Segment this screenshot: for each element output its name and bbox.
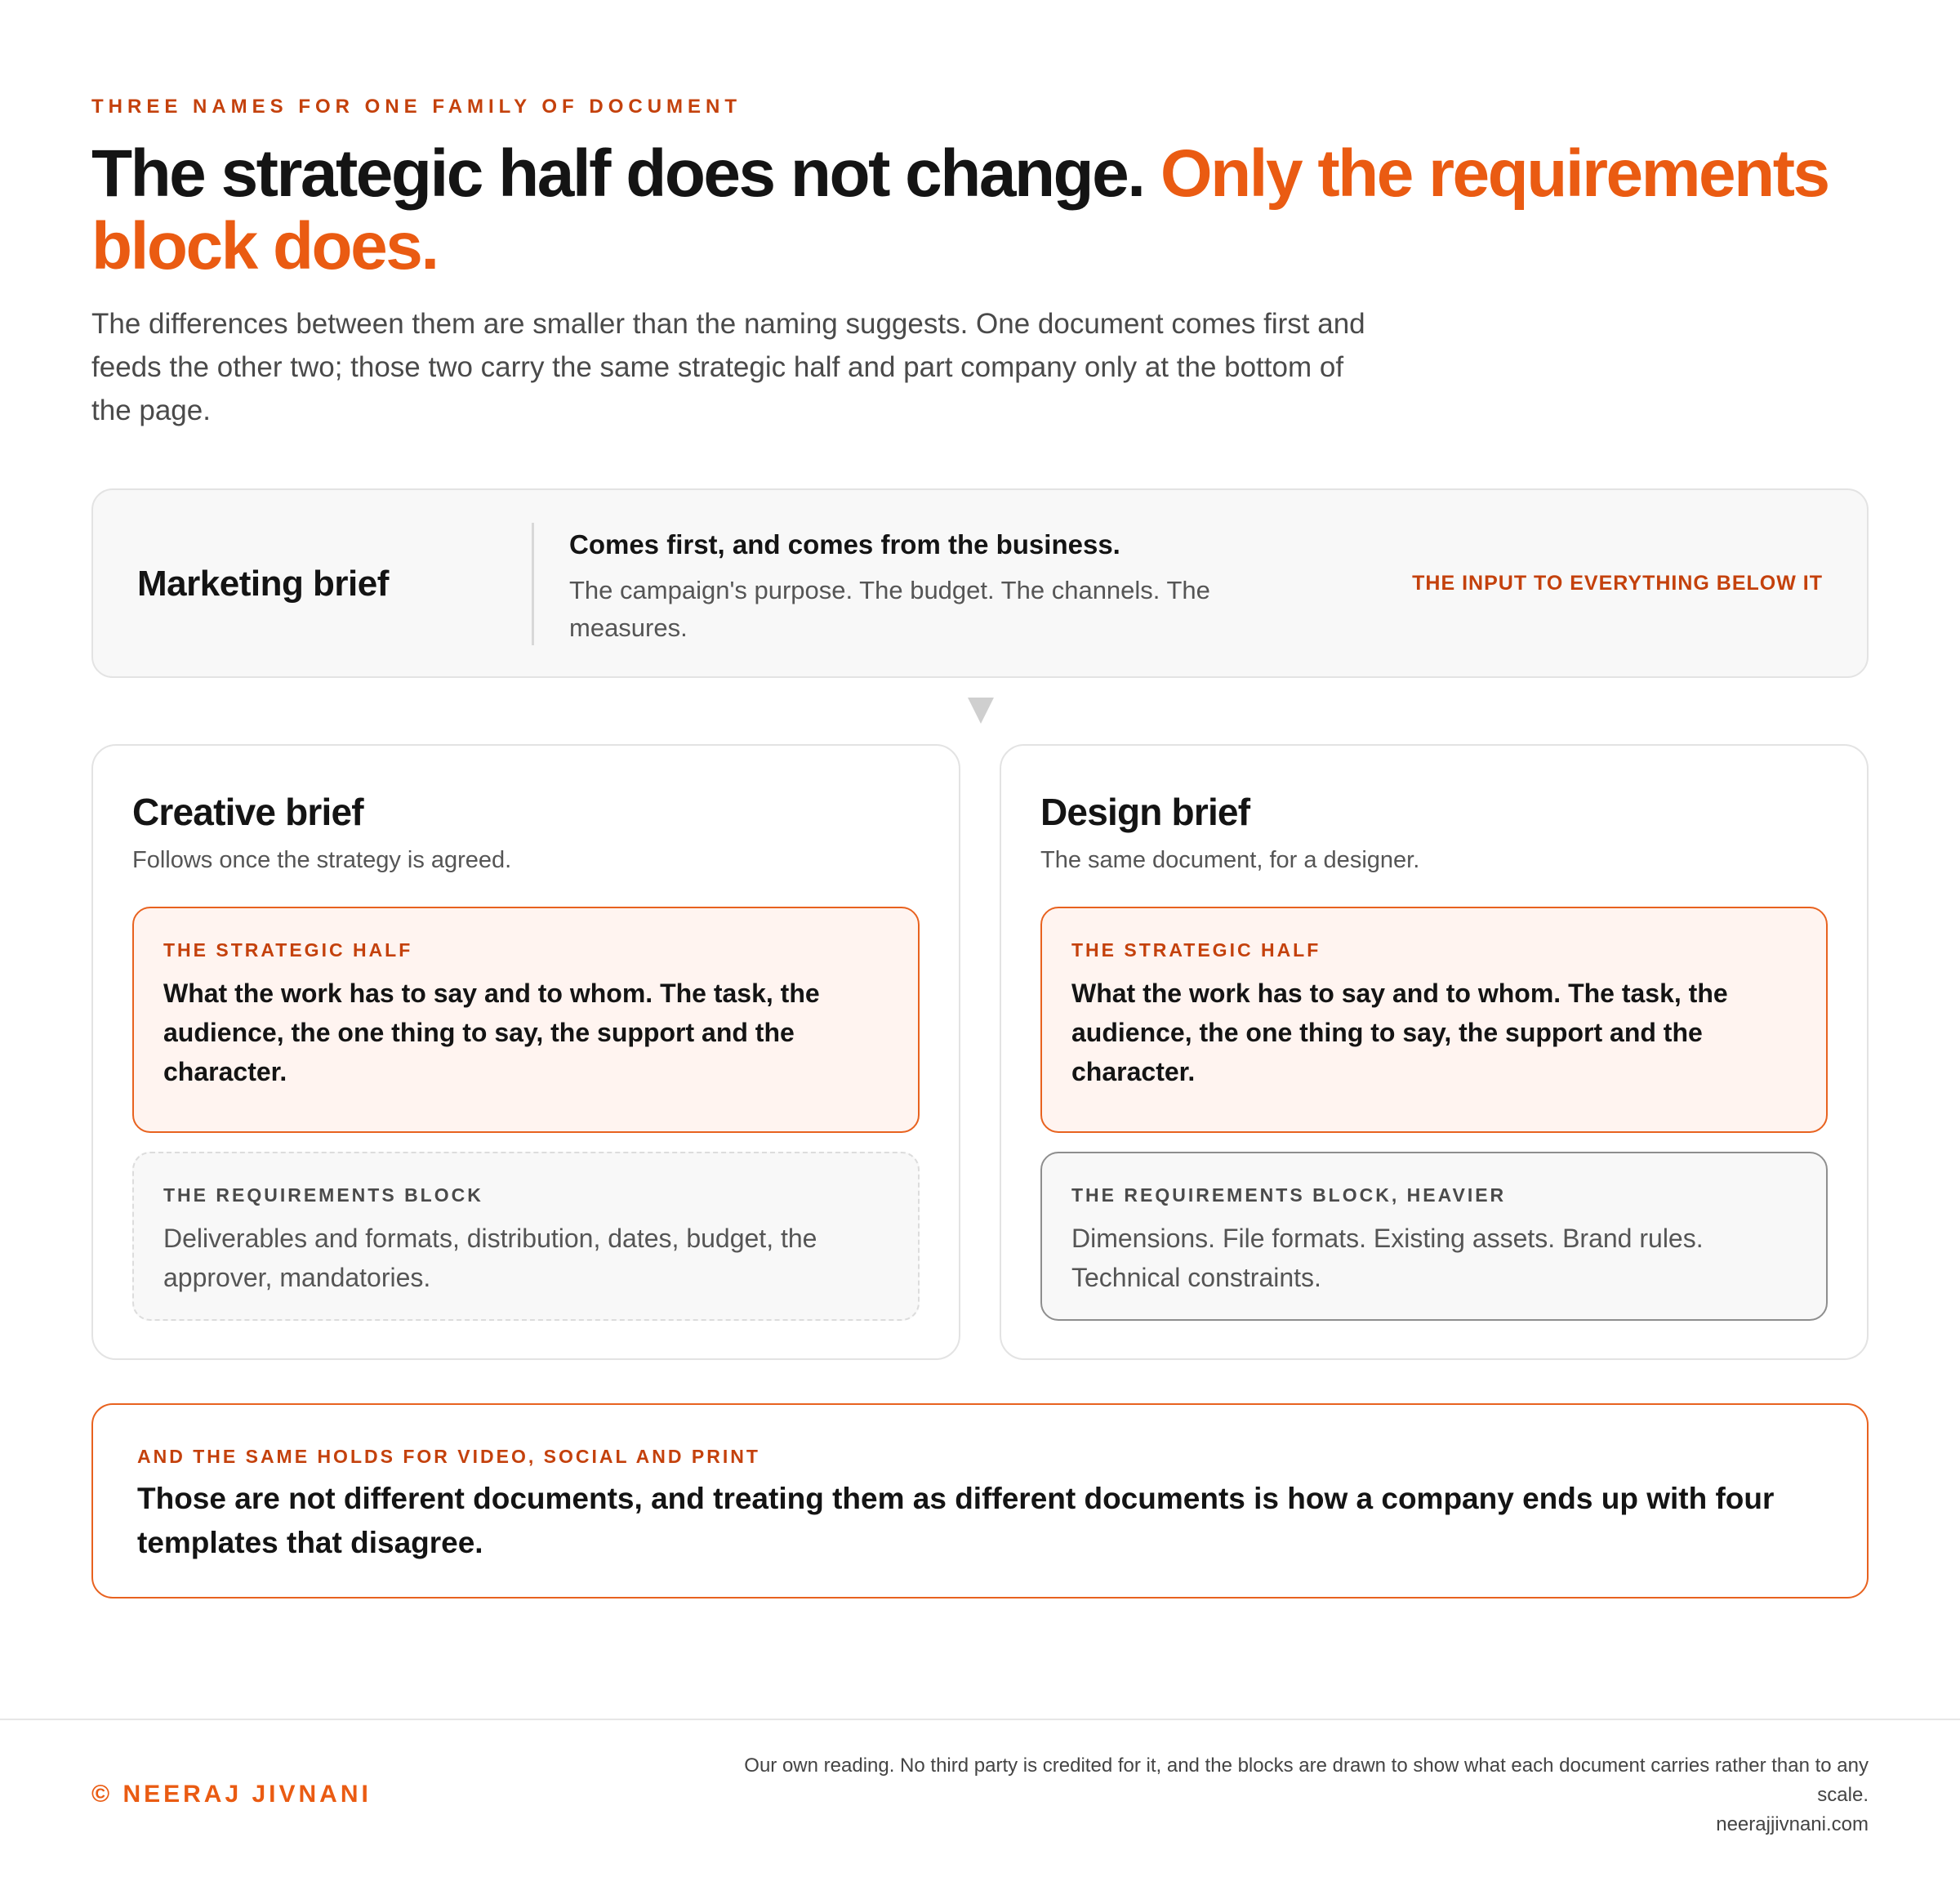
- headline-main: The strategic half does not change.: [91, 136, 1160, 211]
- creative-strategic-label: THE STRATEGIC HALF: [163, 939, 413, 961]
- headline-accent: Only the requirements block does.: [91, 136, 1829, 283]
- down-triangle-icon: [968, 698, 994, 724]
- design-strategic-half-block: [1040, 907, 1828, 1133]
- creative-brief-subtitle: Follows once the strategy is agreed.: [132, 847, 512, 873]
- marketing-brief-panel: [91, 488, 1869, 678]
- creative-requirements-body: Deliverables and formats, distribution, dates, budget, the approver, mandatories.: [163, 1224, 817, 1292]
- eyebrow: THREE NAMES FOR ONE FAMILY OF DOCUMENT: [91, 96, 742, 118]
- design-strategic-label: THE STRATEGIC HALF: [1071, 939, 1321, 961]
- design-requirements-block: [1040, 1152, 1828, 1321]
- design-brief-subtitle: The same document, for a designer.: [1040, 847, 1420, 873]
- marketing-brief-title: Marketing brief: [137, 564, 389, 604]
- marketing-brief-lead: Comes first, and comes from the business.: [569, 529, 1120, 560]
- footer-site-link[interactable]: neerajjivnani.com: [1716, 1813, 1869, 1835]
- marketing-brief-body: The campaign's purpose. The budget. The channels. The measures.: [569, 576, 1210, 642]
- footer-note-block: [725, 1751, 1869, 1839]
- creative-strategic-half-block: [132, 907, 920, 1133]
- creative-requirements-label: THE REQUIREMENTS BLOCK: [163, 1184, 483, 1206]
- marketing-brief-divider: [532, 523, 534, 645]
- callout-body: Those are not different documents, and treating them as different documents is how a company ends up with four templates that disagree.: [137, 1482, 1775, 1559]
- footer-divider: [0, 1719, 1960, 1720]
- design-brief-card: [1000, 744, 1869, 1360]
- creative-brief-card: [91, 744, 960, 1360]
- creative-brief-title: Creative brief: [132, 791, 363, 833]
- creative-strategic-body: What the work has to say and to whom. The task, the audience, the one thing to say, the support and the character.: [163, 979, 820, 1086]
- intro-paragraph: The differences between them are smaller than the naming suggests. One document comes first and feeds the other two; those two carry the same strategic half and part company only at the bottom of the page.: [91, 308, 1365, 426]
- footer-brand: © NEERAJ JIVNANI: [91, 1781, 372, 1808]
- footer-note: Our own reading. No third party is credited for it, and the blocks are drawn to show what each document carries rather than to any scale.: [744, 1755, 1869, 1806]
- callout-panel: [91, 1403, 1869, 1598]
- headline: [91, 137, 1847, 283]
- callout-label: AND THE SAME HOLDS FOR VIDEO, SOCIAL AND PRINT: [137, 1446, 760, 1467]
- creative-requirements-block: [132, 1152, 920, 1321]
- marketing-brief-tag: THE INPUT TO EVERYTHING BELOW IT: [1412, 572, 1823, 595]
- design-strategic-body: What the work has to say and to whom. The task, the audience, the one thing to say, the support and the character.: [1071, 979, 1728, 1086]
- design-requirements-label: THE REQUIREMENTS BLOCK, HEAVIER: [1071, 1184, 1507, 1206]
- design-brief-title: Design brief: [1040, 791, 1250, 833]
- design-requirements-body: Dimensions. File formats. Existing assets. Brand rules. Technical constraints.: [1071, 1224, 1704, 1292]
